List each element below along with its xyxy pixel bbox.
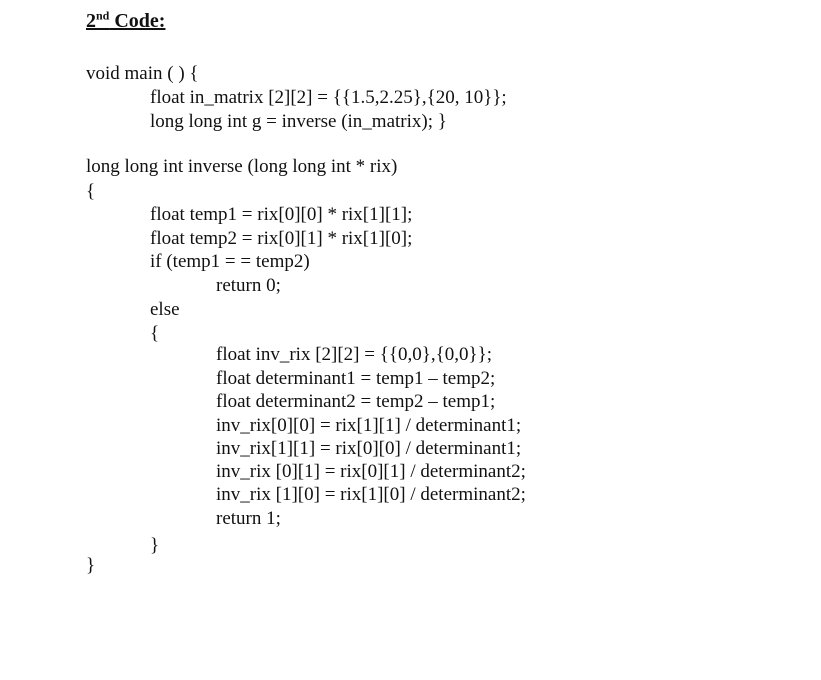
section-heading bbox=[86, 10, 165, 33]
code-line: void main ( ) { bbox=[86, 63, 199, 84]
code-line: { bbox=[86, 181, 96, 202]
code-line: } bbox=[86, 555, 96, 576]
code-line: float inv_rix [2][2] = {{0,0},{0,0}}; bbox=[216, 344, 492, 365]
code-line: float temp2 = rix[0][1] * rix[1][0]; bbox=[150, 228, 413, 249]
code-line: if (temp1 = = temp2) bbox=[150, 251, 310, 272]
code-line: inv_rix[0][0] = rix[1][1] / determinant1; bbox=[216, 415, 522, 436]
heading-text: Code: bbox=[109, 10, 166, 32]
code-line: float in_matrix [2][2] = {{1.5,2.25},{20, 10}}; bbox=[150, 87, 507, 108]
code-line: { bbox=[150, 323, 160, 344]
code-line: long long int g = inverse (in_matrix); } bbox=[150, 111, 447, 132]
code-line: return 0; bbox=[216, 275, 281, 296]
heading-superscript: nd bbox=[96, 8, 110, 23]
code-line: float determinant2 = temp2 – temp1; bbox=[216, 391, 496, 412]
code-line: long long int inverse (long long int * rix) bbox=[86, 156, 398, 177]
code-line: inv_rix[1][1] = rix[0][0] / determinant1; bbox=[216, 438, 522, 459]
code-line: inv_rix [0][1] = rix[0][1] / determinant2; bbox=[216, 461, 526, 482]
heading-number: 2 bbox=[86, 10, 96, 32]
code-line: inv_rix [1][0] = rix[1][0] / determinant2; bbox=[216, 484, 526, 505]
code-line: else bbox=[150, 299, 180, 320]
code-line: float temp1 = rix[0][0] * rix[1][1]; bbox=[150, 204, 413, 225]
code-line: float determinant1 = temp1 – temp2; bbox=[216, 368, 496, 389]
code-line: return 1; bbox=[216, 508, 281, 529]
code-line: } bbox=[150, 535, 160, 556]
